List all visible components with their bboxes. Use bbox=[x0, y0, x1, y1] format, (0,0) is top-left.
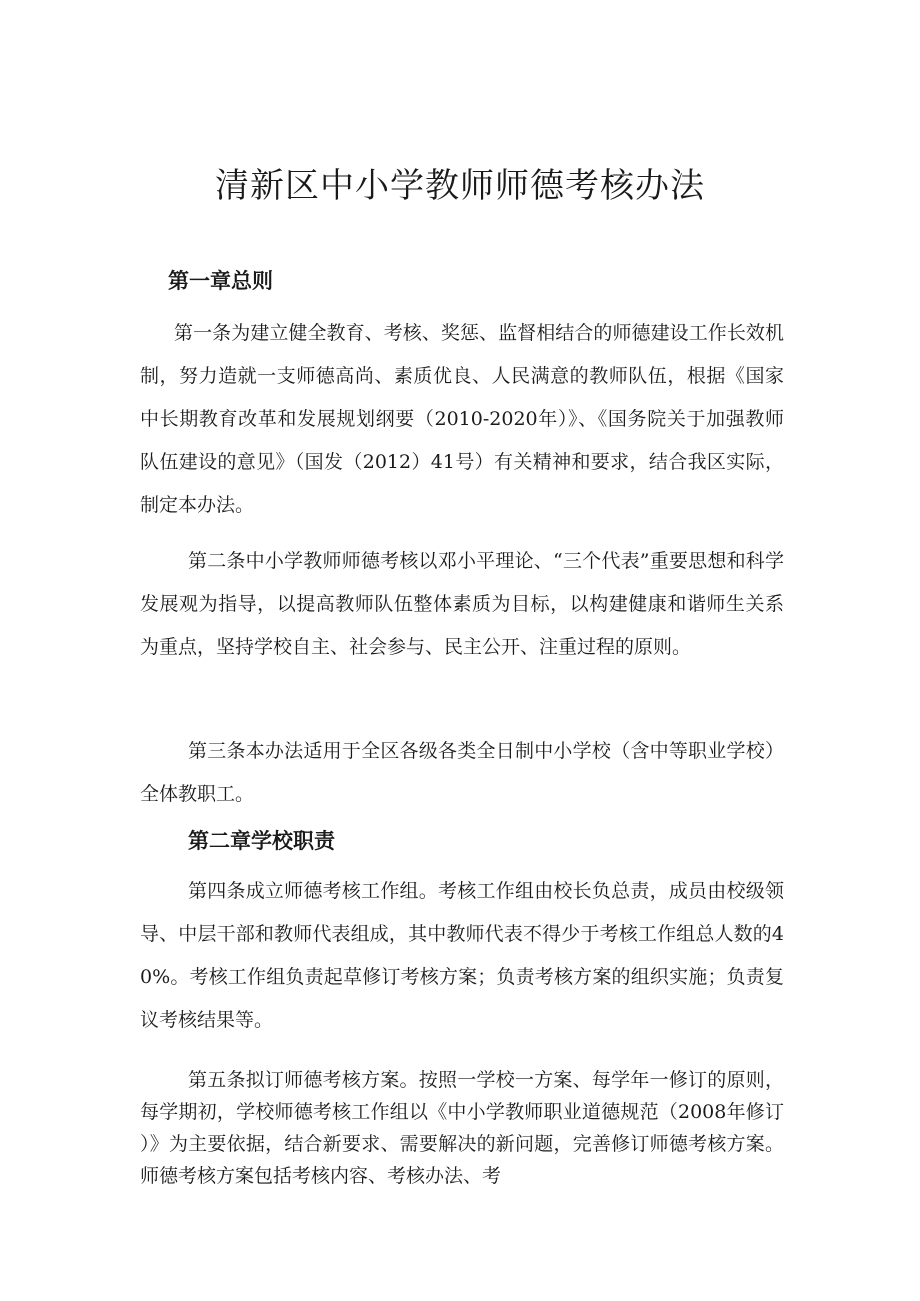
article-4-paragraph: 第四条成立师德考核工作组。考核工作组由校长负总责，成员由校级领导、中层干部和教师代表组成，其中教师代表不得少于考核工作组总人数的40%。考核工作组负责起草修订考核方案；负责考核方案的组织实施；负责复议考核结果等。 bbox=[140, 880, 784, 1031]
chapter-1-heading: 第一章总则 bbox=[168, 269, 273, 293]
article-1-paragraph: 第一条为建立健全教育、考核、奖惩、监督相结合的师德建设工作长效机制，努力造就一支师德高尚、素质优良、人民满意的教师队伍，根据《国家中长期教育改革和发展规划纲要（2010-2020年）》、《国务院关于加强教师队伍建设的意见》（国发（2012）41号）有关精神和要求，结合我区实际，制定本办法。 bbox=[140, 322, 784, 516]
article-3-paragraph: 第三条本办法适用于全区各级各类全日制中小学校（含中等职业学校）全体教职工。 bbox=[140, 740, 784, 805]
article-5-paragraph: 第五条拟订师德考核方案。按照一学校一方案、每学年一修订的原则，每学期初，学校师德考核工作组以《中小学教师职业道德规范（2008年修订）》为主要依据，结合新要求、需要解决的新问题，完善修订师德考核方案。师德考核方案包括考核内容、考核办法、考 bbox=[140, 1069, 784, 1187]
chapter-2-heading: 第二章学校职责 bbox=[188, 829, 335, 853]
document-title: 清新区中小学教师师德考核办法 bbox=[215, 166, 705, 206]
article-2-paragraph: 第二条中小学教师师德考核以邓小平理论、“三个代表”重要思想和科学发展观为指导，以提高教师队伍整体素质为目标，以构建健康和谐师生关系为重点，坚持学校自主、社会参与、民主公开、注重过程的原则。 bbox=[140, 550, 784, 658]
